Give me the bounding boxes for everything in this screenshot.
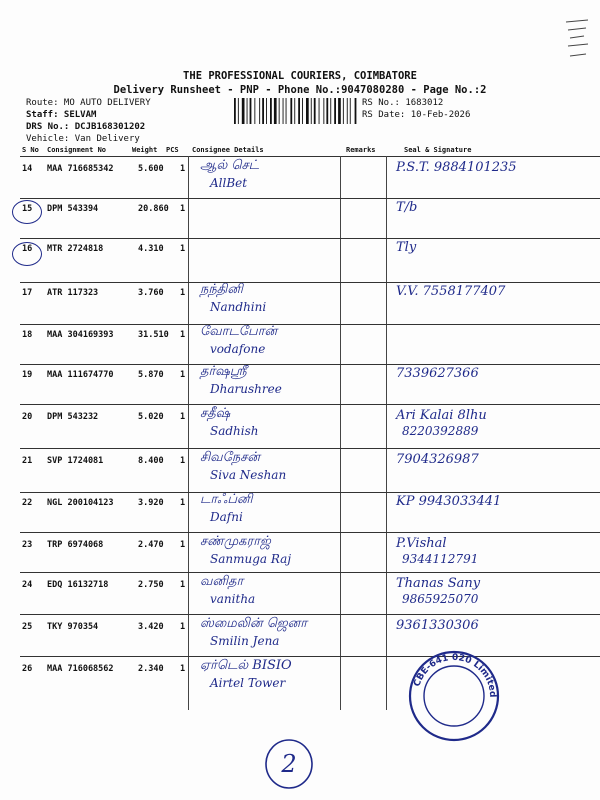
- row-pcs: 1: [180, 244, 186, 254]
- row-consignee-handwriting: டாஃப்னி: [200, 492, 253, 507]
- row-consignee-handwriting: சதீஷ்: [200, 406, 231, 421]
- row-sno: 25: [22, 622, 33, 632]
- barcode-icon: [234, 98, 358, 124]
- row-consignee-handwriting: ஏர்டெல் BISIO: [200, 658, 292, 673]
- vehicle-label: Vehicle: Van Delivery: [26, 134, 140, 144]
- col-seal: Seal & Signature: [404, 146, 472, 154]
- row-consignee-handwriting: தர்ஷஸ்ரீ: [200, 364, 247, 379]
- row-divider: [20, 324, 600, 325]
- row-pcs: 1: [180, 540, 186, 550]
- row-sno: 20: [22, 412, 33, 422]
- row-consignee-handwriting: AllBet: [210, 176, 248, 190]
- row-consignee-handwriting: வோடபோன்: [200, 324, 278, 339]
- row-pcs: 1: [180, 204, 186, 214]
- row-consignee-handwriting: ஆல் செட்: [200, 158, 260, 173]
- row-sno: 18: [22, 330, 33, 340]
- row-sno: 14: [22, 164, 33, 174]
- row-pcs: 1: [180, 498, 186, 508]
- row-pcs: 1: [180, 622, 186, 632]
- row-signature-handwriting: 8220392889: [402, 424, 479, 438]
- column-divider: [188, 156, 189, 710]
- row-consignee-handwriting: ஸ்மைலின் ஜெனா: [200, 616, 308, 631]
- row-consignee-handwriting: சண்முகராஜ்: [200, 534, 271, 549]
- col-remarks: Remarks: [346, 146, 376, 154]
- row-pcs: 1: [180, 330, 186, 340]
- row-consignment-no: DPM 543394: [47, 204, 99, 214]
- row-weight: 20.860: [138, 204, 169, 214]
- row-divider: [20, 448, 600, 449]
- company-seal-stamp: [404, 648, 504, 744]
- row-consignee-handwriting: Dharushree: [210, 382, 282, 396]
- row-weight: 3.420: [138, 622, 164, 632]
- row-consignment-no: MAA 304169393: [47, 330, 114, 340]
- row-consignee-handwriting: Airtel Tower: [210, 676, 286, 690]
- row-divider: [20, 238, 600, 239]
- row-pcs: 1: [180, 370, 186, 380]
- row-signature-handwriting: 9344112791: [402, 552, 479, 566]
- row-pcs: 1: [180, 164, 186, 174]
- row-weight: 2.470: [138, 540, 164, 550]
- row-consignment-no: MAA 716068562: [47, 664, 114, 674]
- row-signature-handwriting: 9865925070: [402, 592, 479, 606]
- row-divider: [20, 364, 600, 365]
- row-signature-handwriting: 7904326987: [396, 452, 479, 467]
- row-15-circle: [12, 200, 42, 224]
- column-divider: [386, 156, 387, 710]
- row-consignee-handwriting: Dafni: [210, 510, 243, 524]
- row-weight: 3.920: [138, 498, 164, 508]
- col-consignment: Consignment No: [47, 146, 107, 154]
- row-sno: 15: [22, 204, 33, 214]
- col-consignee: Consignee Details: [192, 146, 264, 154]
- row-weight: 4.310: [138, 244, 164, 254]
- staff-label: Staff: SELVAM: [26, 110, 97, 120]
- corner-scribble-icon: [562, 16, 592, 76]
- row-signature-handwriting: Thanas Sany: [396, 576, 481, 591]
- row-consignment-no: TKY 970354: [47, 622, 99, 632]
- row-weight: 3.760: [138, 288, 164, 298]
- row-signature-handwriting: V.V. 7558177407: [396, 284, 506, 299]
- row-consignment-no: SVP 1724081: [47, 456, 104, 466]
- column-divider: [340, 156, 341, 710]
- row-signature-handwriting: 7339627366: [396, 366, 479, 381]
- row-divider: [20, 572, 600, 573]
- row-weight: 5.020: [138, 412, 164, 422]
- page-number-text: 2: [281, 750, 297, 778]
- row-weight: 5.870: [138, 370, 164, 380]
- row-pcs: 1: [180, 664, 186, 674]
- row-divider: [20, 492, 600, 493]
- row-divider: [20, 404, 600, 405]
- col-pcs: PCS: [166, 146, 179, 154]
- row-sno: 17: [22, 288, 33, 298]
- row-signature-handwriting: P.S.T. 9884101235: [396, 160, 517, 175]
- company-title: THE PROFESSIONAL COURIERS, COIMBATORE: [183, 70, 417, 82]
- row-consignee-handwriting: Nandhini: [210, 300, 267, 314]
- row-signature-handwriting: P.Vishal: [396, 536, 447, 551]
- row-weight: 31.510: [138, 330, 169, 340]
- row-pcs: 1: [180, 580, 186, 590]
- row-weight: 8.400: [138, 456, 164, 466]
- row-sno: 23: [22, 540, 33, 550]
- row-consignee-handwriting: நந்தினி: [200, 282, 243, 297]
- row-weight: 5.600: [138, 164, 164, 174]
- row-divider: [20, 198, 600, 199]
- row-divider: [20, 532, 600, 533]
- row-signature-handwriting: Tly: [396, 240, 417, 255]
- row-pcs: 1: [180, 456, 186, 466]
- drs-label: DRS No.: DCJB168301202: [26, 122, 146, 132]
- page-number-mark: [262, 736, 316, 792]
- runsheet-subtitle: Delivery Runsheet - PNP - Phone No.:9047080280 - Page No.:2: [113, 84, 487, 96]
- row-consignment-no: MTR 2724818: [47, 244, 104, 254]
- row-sno: 21: [22, 456, 33, 466]
- header-rule: [20, 156, 600, 157]
- row-sno: 16: [22, 244, 33, 254]
- rs-date: RS Date: 10-Feb-2026: [362, 110, 471, 120]
- row-sno: 22: [22, 498, 33, 508]
- row-consignee-handwriting: Sadhish: [210, 424, 259, 438]
- row-sno: 19: [22, 370, 33, 380]
- row-consignee-handwriting: சிவநேசன்: [200, 450, 260, 465]
- row-consignee-handwriting: vodafone: [210, 342, 266, 356]
- route-label: Route: MO AUTO DELIVERY: [26, 98, 151, 108]
- row-weight: 2.340: [138, 664, 164, 674]
- row-consignment-no: MAA 716685342: [47, 164, 114, 174]
- rs-number: RS No.: 1683012: [362, 98, 444, 108]
- row-sno: 24: [22, 580, 33, 590]
- row-divider: [20, 282, 600, 283]
- row-consignee-handwriting: Sanmuga Raj: [210, 552, 292, 566]
- row-pcs: 1: [180, 412, 186, 422]
- row-signature-handwriting: 9361330306: [396, 618, 479, 633]
- row-consignment-no: TRP 6974068: [47, 540, 104, 550]
- row-sno: 26: [22, 664, 33, 674]
- row-consignee-handwriting: vanitha: [210, 592, 256, 606]
- row-weight: 2.750: [138, 580, 164, 590]
- row-consignment-no: ATR 117323: [47, 288, 99, 298]
- row-consignment-no: DPM 543232: [47, 412, 99, 422]
- row-consignee-handwriting: Siva Neshan: [210, 468, 287, 482]
- row-divider: [20, 614, 600, 615]
- row-divider: [20, 656, 600, 657]
- row-consignment-no: EDQ 16132718: [47, 580, 109, 590]
- row-consignment-no: MAA 111674770: [47, 370, 114, 380]
- stamp-text: CBE-641 020 Limited: [412, 652, 498, 698]
- row-signature-handwriting: KP 9943033441: [396, 494, 502, 509]
- row-consignee-handwriting: Smilin Jena: [210, 634, 280, 648]
- row-pcs: 1: [180, 288, 186, 298]
- col-sno: S No: [22, 146, 39, 154]
- row-16-circle: [12, 242, 42, 266]
- row-consignment-no: NGL 200104123: [47, 498, 114, 508]
- col-weight: Weight: [132, 146, 158, 154]
- row-signature-handwriting: Ari Kalai 8lhu: [396, 408, 487, 423]
- row-signature-handwriting: T/b: [396, 200, 418, 215]
- row-consignee-handwriting: வனிதா: [200, 574, 244, 589]
